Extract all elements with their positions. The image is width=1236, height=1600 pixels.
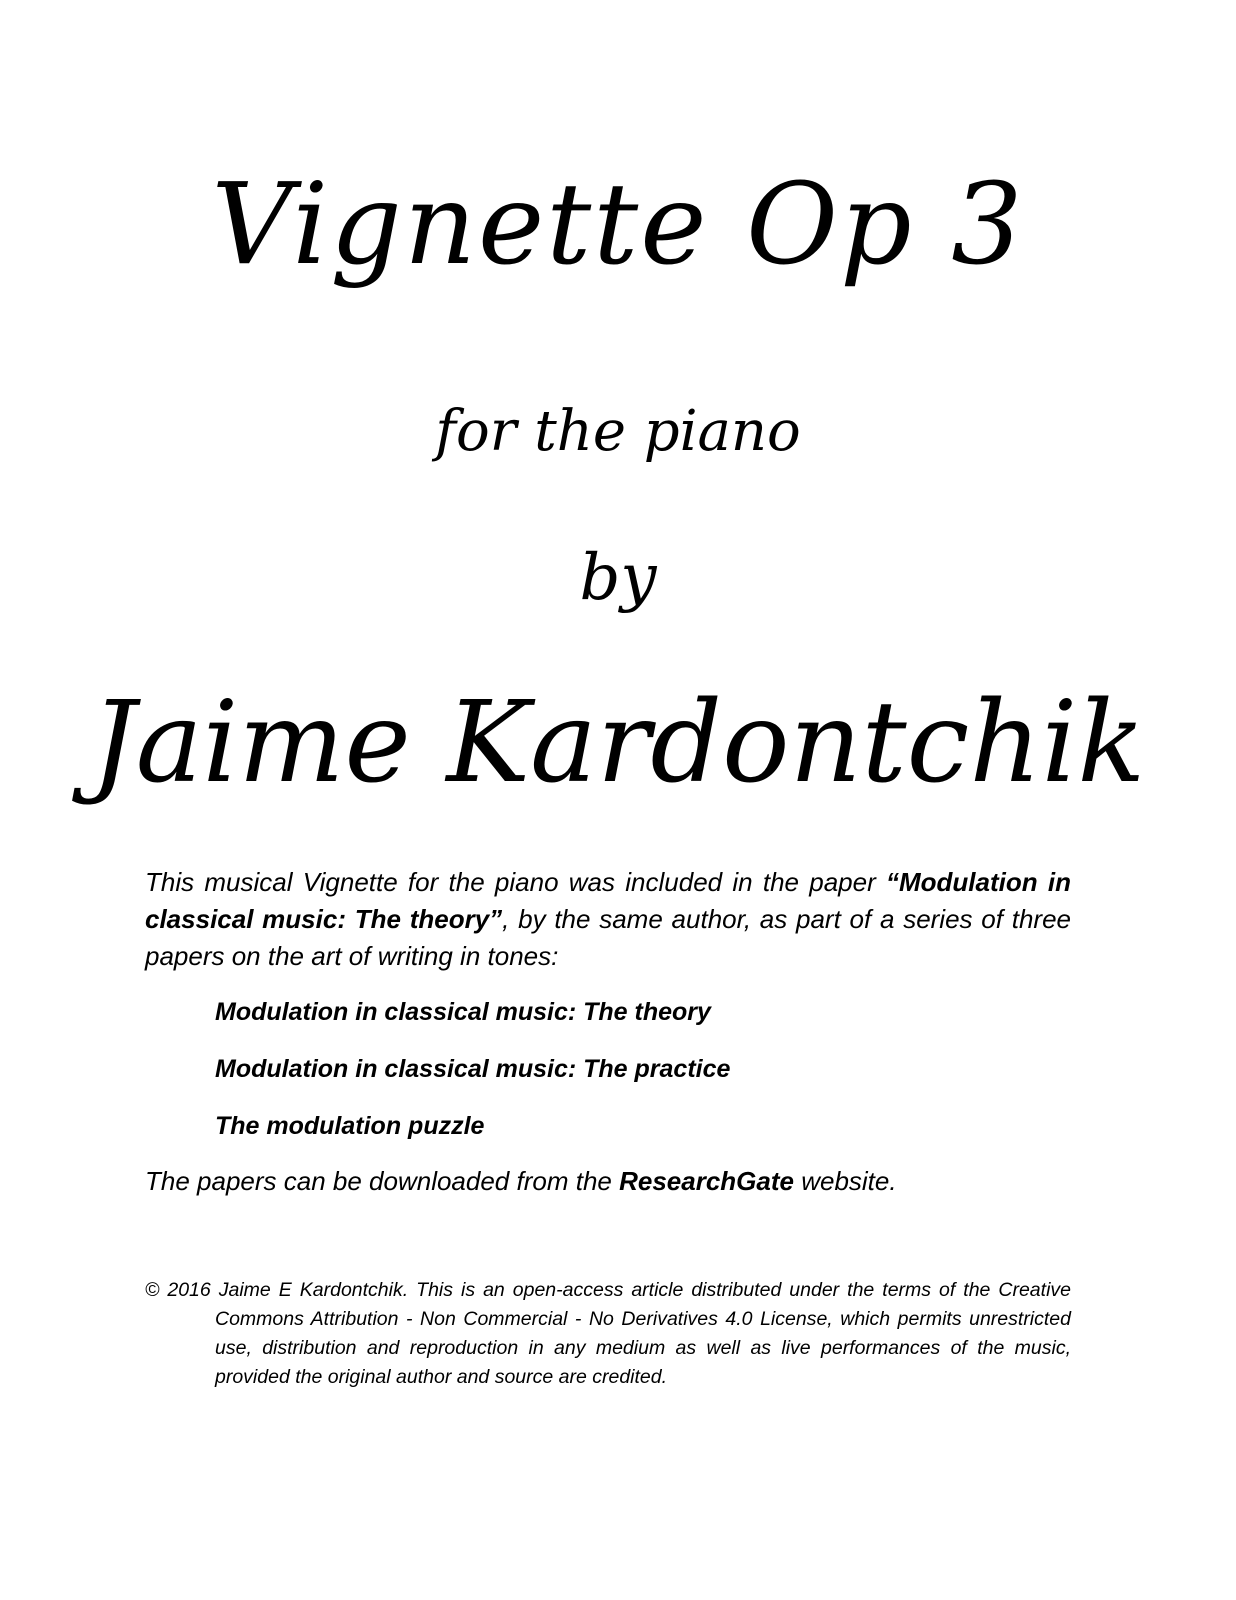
license-notice: © 2016 Jaime E Kardontchik. This is an open-access article distributed under the terms of the Creative Commons Attribution - Non Commercial - No Derivatives 4.0 License, which permits unrestricted use, distribution and reproduction in any medium as well as live performances of the music, provided the original author and source are credited. <box>145 1279 1071 1388</box>
download-paragraph <box>145 1163 1071 1200</box>
intro-text-end: , by the same author, as part of a series of three papers on the art of writing in tones: <box>145 904 1071 971</box>
download-text-start: The papers can be downloaded from the <box>145 1166 620 1196</box>
list-item: The modulation puzzle <box>215 1112 485 1140</box>
intro-text-start: This musical Vignette for the piano was included in the paper <box>145 867 886 897</box>
intro-paragraph <box>145 864 1071 975</box>
papers-list <box>215 992 1075 1163</box>
byline-word: by <box>579 541 657 615</box>
researchgate-name: ResearchGate <box>619 1166 794 1196</box>
list-item: Modulation in classical music: The theory <box>215 998 711 1026</box>
list-item: Modulation in classical music: The practice <box>215 1055 731 1083</box>
intro-paper-title: “Modulation in classical music: The theory” <box>145 867 1071 934</box>
page-subtitle: for the piano <box>435 399 801 464</box>
download-text-end: website. <box>793 1166 897 1196</box>
page-title: Vignette Op 3 <box>211 160 1025 290</box>
author-name: Jaime Kardontchik <box>90 678 1146 808</box>
